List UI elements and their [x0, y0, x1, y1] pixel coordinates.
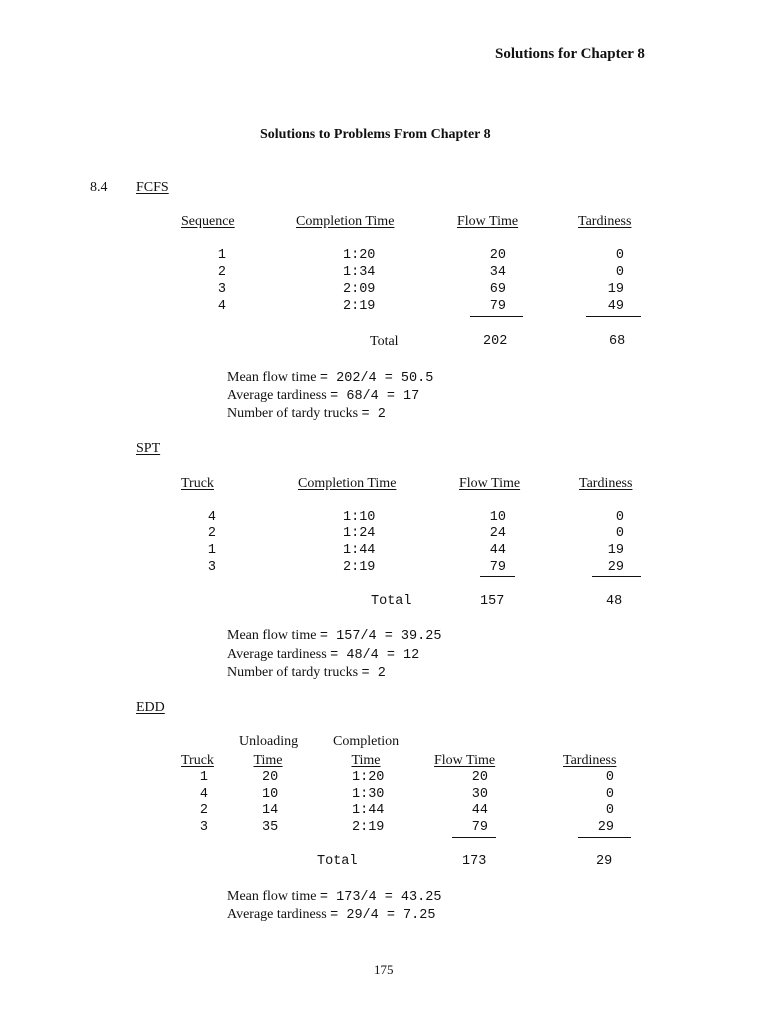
fcfs-cell-tardiness: 0 [615, 265, 624, 280]
summary-label: Number of tardy trucks [227, 665, 359, 680]
spt-summary-line [227, 628, 441, 644]
spt-cell-flow: 79 [489, 560, 506, 575]
summary-equals: = [330, 648, 347, 663]
edd-col-unloading-bottom: Time [253, 753, 283, 768]
summary-equals: = [319, 890, 337, 905]
spt-summary-line [227, 647, 419, 663]
fcfs-summary-line [227, 388, 419, 404]
edd-heading: EDD [136, 700, 165, 715]
summary-value: 157/4 = 39.25 [336, 629, 442, 644]
spt-tardiness-sum-rule [592, 576, 641, 577]
edd-flow-sum-rule [452, 837, 496, 838]
edd-cell-unloading: 14 [262, 803, 279, 818]
running-header: Solutions for Chapter 8 [495, 46, 645, 62]
spt-cell-tardiness: 29 [607, 560, 624, 575]
edd-cell-truck: 3 [199, 820, 208, 835]
spt-cell-truck: 2 [207, 526, 216, 541]
summary-equals: = [319, 629, 337, 644]
edd-total-tardiness: 29 [596, 854, 613, 869]
fcfs-cell-seq: 3 [217, 282, 226, 297]
edd-total-flow: 173 [462, 854, 487, 869]
spt-cell-completion: 1:24 [343, 526, 376, 541]
fcfs-cell-seq: 1 [217, 248, 226, 263]
fcfs-tardiness-sum-rule [586, 316, 641, 317]
fcfs-cell-flow: 34 [489, 265, 506, 280]
spt-cell-flow: 24 [489, 526, 506, 541]
spt-cell-completion: 2:19 [343, 560, 376, 575]
problem-number: 8.4 [90, 180, 108, 195]
edd-col-truck: Truck [181, 753, 214, 768]
edd-cell-flow: 79 [471, 820, 488, 835]
fcfs-cell-flow: 79 [489, 299, 506, 314]
spt-cell-truck: 1 [207, 543, 216, 558]
fcfs-total-flow: 202 [483, 334, 508, 349]
summary-label: Mean flow time [227, 889, 317, 904]
spt-cell-flow: 10 [489, 510, 506, 525]
summary-label: Average tardiness [227, 907, 327, 922]
summary-equals: = [319, 371, 337, 386]
fcfs-summary-line [227, 406, 386, 422]
summary-label: Number of tardy trucks [227, 406, 359, 421]
fcfs-cell-completion: 2:19 [343, 299, 376, 314]
edd-cell-completion: 1:44 [352, 803, 385, 818]
fcfs-cell-seq: 2 [217, 265, 226, 280]
fcfs-cell-completion: 1:20 [343, 248, 376, 263]
summary-value: 68/4 = 17 [346, 389, 420, 404]
fcfs-total-label: Total [370, 334, 399, 349]
edd-total-label: Total [317, 854, 358, 869]
summary-value: 173/4 = 43.25 [336, 890, 442, 905]
spt-cell-completion: 1:10 [343, 510, 376, 525]
spt-flow-sum-rule [480, 576, 515, 577]
summary-value: 2 [377, 407, 386, 422]
fcfs-cell-flow: 69 [489, 282, 506, 297]
spt-heading: SPT [136, 441, 161, 456]
edd-cell-completion: 2:19 [352, 820, 385, 835]
spt-cell-tardiness: 0 [615, 526, 624, 541]
summary-equals: = [361, 666, 378, 681]
edd-cell-flow: 20 [471, 770, 488, 785]
spt-col-flow: Flow Time [459, 476, 521, 491]
fcfs-cell-tardiness: 49 [607, 299, 624, 314]
spt-col-completion: Completion Time [298, 476, 397, 491]
fcfs-cell-completion: 1:34 [343, 265, 376, 280]
document-title: Solutions to Problems From Chapter 8 [260, 127, 491, 142]
edd-cell-flow: 44 [471, 803, 488, 818]
summary-label: Mean flow time [227, 370, 317, 385]
spt-summary-line [227, 665, 386, 681]
edd-cell-tardiness: 0 [605, 787, 614, 802]
fcfs-col-tardiness: Tardiness [578, 214, 632, 229]
edd-cell-unloading: 35 [262, 820, 279, 835]
summary-value: 48/4 = 12 [346, 648, 420, 663]
summary-value: 29/4 = 7.25 [346, 908, 436, 923]
edd-cell-completion: 1:30 [352, 787, 385, 802]
spt-col-truck: Truck [181, 476, 214, 491]
edd-tardiness-sum-rule [578, 837, 631, 838]
edd-cell-flow: 30 [471, 787, 488, 802]
edd-col-unloading-top: Unloading [239, 734, 299, 749]
edd-col-completion-bottom: Time [351, 753, 381, 768]
edd-summary-line [227, 889, 441, 905]
edd-cell-tardiness: 0 [605, 803, 614, 818]
fcfs-col-flow: Flow Time [457, 214, 519, 229]
spt-cell-completion: 1:44 [343, 543, 376, 558]
spt-cell-tardiness: 0 [615, 510, 624, 525]
spt-cell-truck: 4 [207, 510, 216, 525]
summary-equals: = [330, 908, 347, 923]
fcfs-cell-flow: 20 [489, 248, 506, 263]
edd-cell-unloading: 20 [262, 770, 279, 785]
spt-cell-tardiness: 19 [607, 543, 624, 558]
edd-cell-truck: 4 [199, 787, 208, 802]
edd-col-completion-top: Completion [333, 734, 400, 749]
edd-col-tardiness: Tardiness [563, 753, 617, 768]
spt-cell-flow: 44 [489, 543, 506, 558]
edd-summary-line [227, 907, 435, 923]
edd-cell-completion: 1:20 [352, 770, 385, 785]
summary-value: 2 [377, 666, 386, 681]
spt-total-label: Total [371, 594, 412, 609]
fcfs-col-sequence: Sequence [181, 214, 235, 229]
fcfs-cell-tardiness: 19 [607, 282, 624, 297]
summary-label: Mean flow time [227, 628, 317, 643]
fcfs-col-completion: Completion Time [296, 214, 395, 229]
edd-cell-truck: 1 [199, 770, 208, 785]
summary-label: Average tardiness [227, 388, 327, 403]
summary-equals: = [330, 389, 347, 404]
spt-col-tardiness: Tardiness [579, 476, 633, 491]
fcfs-heading: FCFS [136, 180, 169, 195]
spt-total-tardiness: 48 [606, 594, 623, 609]
edd-cell-truck: 2 [199, 803, 208, 818]
page-number: 175 [374, 962, 394, 977]
fcfs-flow-sum-rule [470, 316, 523, 317]
edd-cell-unloading: 10 [262, 787, 279, 802]
fcfs-summary-line [227, 370, 433, 386]
summary-equals: = [361, 407, 378, 422]
fcfs-cell-seq: 4 [217, 299, 226, 314]
edd-cell-tardiness: 0 [605, 770, 614, 785]
spt-total-flow: 157 [480, 594, 505, 609]
fcfs-total-tardiness: 68 [609, 334, 626, 349]
fcfs-cell-completion: 2:09 [343, 282, 376, 297]
spt-cell-truck: 3 [207, 560, 216, 575]
summary-value: 202/4 = 50.5 [336, 371, 434, 386]
edd-cell-tardiness: 29 [597, 820, 614, 835]
edd-col-flow: Flow Time [434, 753, 496, 768]
summary-label: Average tardiness [227, 647, 327, 662]
fcfs-cell-tardiness: 0 [615, 248, 624, 263]
